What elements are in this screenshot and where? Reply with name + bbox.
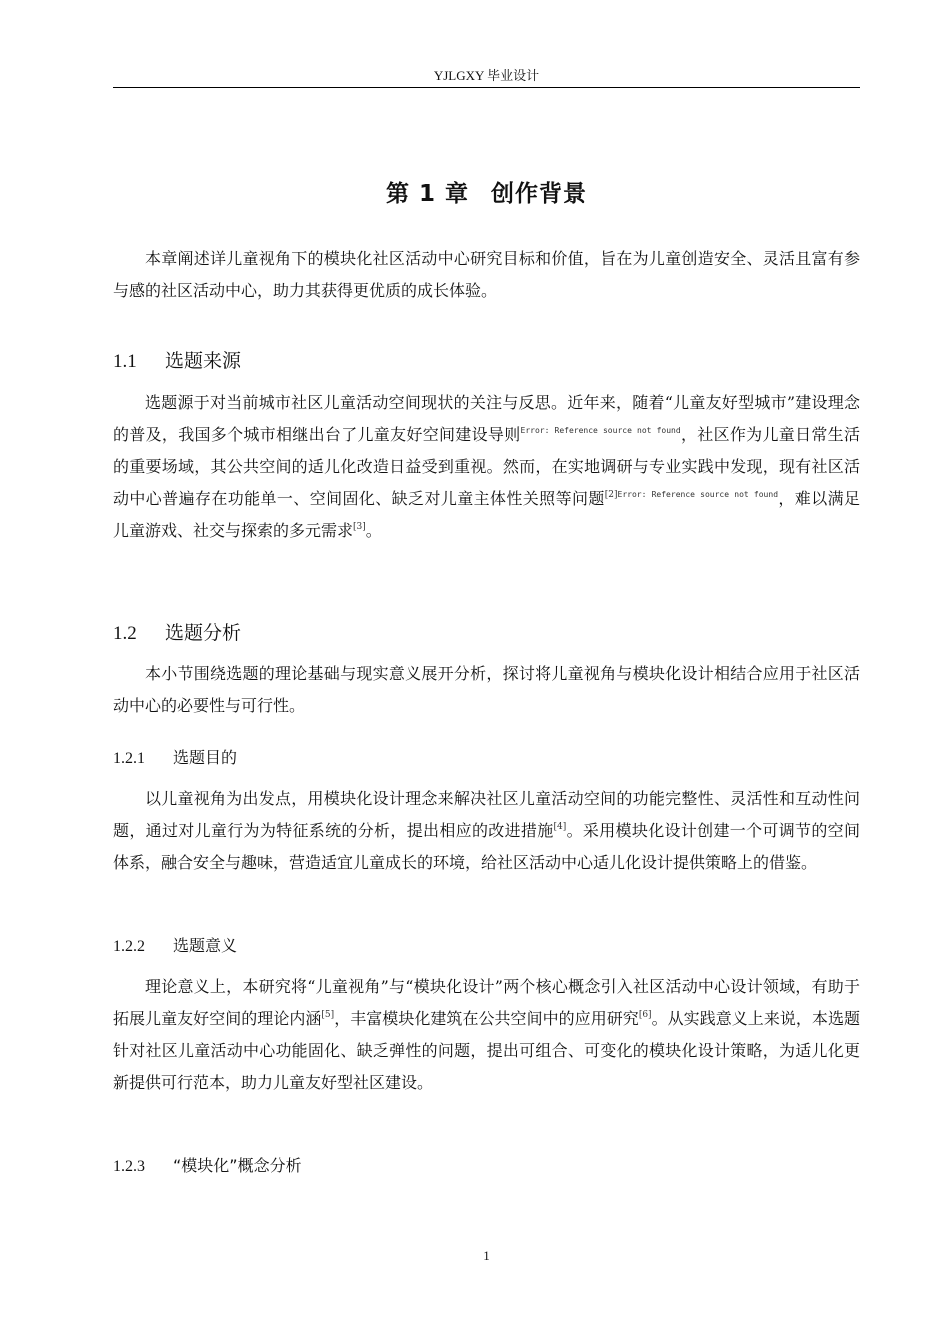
chapter-number: 第 1 章: [385, 181, 470, 207]
running-header: YJLGXY 毕业设计: [433, 68, 540, 83]
reference-error: Error: Reference source not found: [617, 490, 779, 499]
section-title: 选题分析: [165, 622, 242, 644]
citation: [2]: [604, 490, 618, 500]
section-number: 1.1: [113, 351, 137, 372]
citation: [3]: [353, 522, 366, 532]
subsection-title: 选题意义: [173, 936, 238, 955]
reference-error: Error: Reference source not found: [520, 426, 681, 435]
topic-purpose-paragraph: 以儿童视角为出发点，用模块化设计理念来解决社区儿童活动空间的功能完整性、灵活性和互动性问题，通过对儿童行为为特征系统的分析，提出相应的改进措施[4]。采用模块化设计创建一个可调节的空间体系，融合安全与趣味，营造适宜儿童成长的环境，给社区活动中心适儿化设计提供策略上的借鉴。: [113, 789, 860, 872]
section-heading-1-2: [113, 620, 241, 647]
page-number: 1: [483, 1248, 490, 1263]
chapter-name: 创作背景: [491, 181, 588, 207]
subsection-number: 1.2.3: [113, 1158, 145, 1175]
subsection-title: 选题目的: [173, 748, 238, 767]
header-rule: [113, 87, 860, 88]
section-title: 选题来源: [165, 350, 242, 372]
section-heading-1-1: [113, 348, 241, 375]
subsection-heading-1-2-2: [113, 935, 237, 958]
chapter-intro-paragraph: 本章阐述详儿童视角下的模块化社区活动中心研究目标和价值，旨在为儿童创造安全、灵活且富有参与感的社区活动中心，助力其获得更优质的成长体验。: [113, 249, 860, 300]
topic-analysis-paragraph: 本小节围绕选题的理论基础与现实意义展开分析，探讨将儿童视角与模块化设计相结合应用于社区活动中心的必要性与可行性。: [113, 664, 860, 715]
subsection-heading-1-2-1: [113, 747, 237, 770]
subsection-title: “模块化”概念分析: [173, 1156, 302, 1175]
citation: [6]: [638, 1010, 652, 1020]
subsection-number: 1.2.1: [113, 750, 145, 767]
citation: [5]: [321, 1010, 335, 1020]
section-number: 1.2: [113, 623, 137, 644]
subsection-number: 1.2.2: [113, 938, 145, 955]
topic-source-paragraph: 选题源于对当前城市社区儿童活动空间现状的关注与反思。近年来，随着“儿童友好型城市”建设理念的普及，我国多个城市相继出台了儿童友好空间建设导则$^{Error: Reference source not found}$，社区作为儿童日常生活的重要场域，其公共空间的适儿化改造日益受到重视。然而，在实地调研与专业实践中发现，现有社区活动中心普遍存在功能单一、空间固化、缺乏对儿童主体性关照等问题$^{[2]Error: Reference source not found}$，难以满足儿童游戏、社交与探索的多元需求[3]。: [113, 393, 860, 540]
citation: [4]: [553, 822, 567, 832]
topic-significance-paragraph: 理论意义上，本研究将“儿童视角”与“模块化设计”两个核心概念引入社区活动中心设计领域，有助于拓展儿童友好空间的理论内涵[5]，丰富模块化建筑在公共空间中的应用研究[6]。从实践意义上来说，本选题针对社区儿童活动中心功能固化、缺乏弹性的问题，提出可组合、可变化的模块化设计策略，为适儿化更新提供可行范本，助力儿童友好型社区建设。: [113, 977, 860, 1092]
subsection-heading-1-2-3: [113, 1155, 302, 1178]
chapter-title: [113, 178, 860, 210]
